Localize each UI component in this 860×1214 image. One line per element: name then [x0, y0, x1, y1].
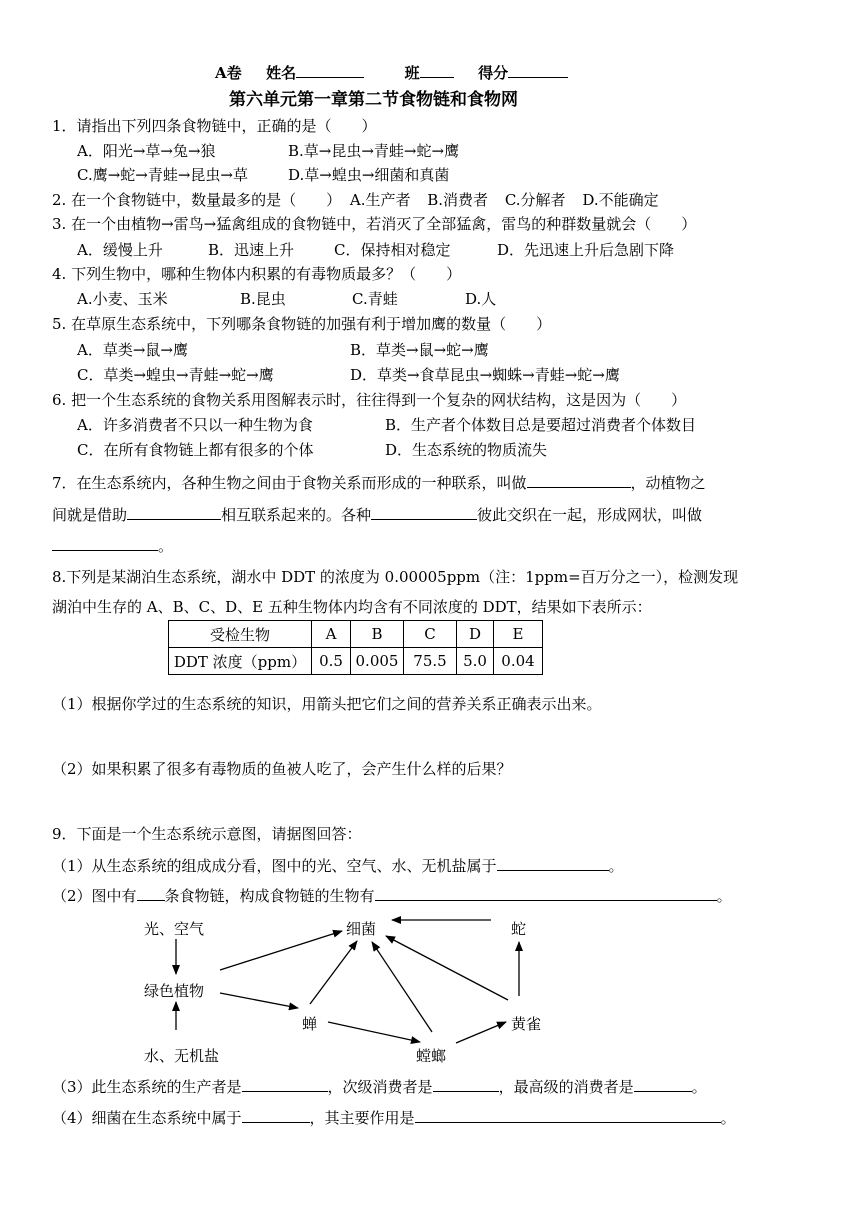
node-green-plant: 绿色植物 [144, 982, 205, 1000]
q9-sub3-blank1[interactable] [242, 1076, 328, 1092]
q1-option-b: B.草→昆虫→青蛙→蛇→鹰 [288, 142, 460, 160]
q7-text1: 7．在生态系统内，各种生物之间由于食物关系而形成的一种联系，叫做 [52, 474, 527, 492]
table-cell: 0.005 [351, 648, 404, 675]
q9-sub3b: ，次级消费者是 [327, 1078, 433, 1096]
table-cell: E [494, 621, 543, 648]
arrow-plant-to-cicada [220, 993, 298, 1008]
q5-stem: 5. 在草原生态系统中，下列哪条食物链的加强有利于增加鹰的数量（ ） [52, 315, 552, 333]
q7-text3: 间就是借助 [52, 506, 128, 524]
q9-sub3-end: 。 [691, 1078, 707, 1096]
q3-stem: 3. 在一个由植物→雷鸟→猛禽组成的食物链中，若消灭了全部猛禽，雷鸟的种群数量就会（ ） [52, 215, 697, 233]
q5-option-a: A．草类→鼠→鹰 [77, 341, 188, 359]
q9-sub2-end: 。 [716, 887, 732, 905]
q7-text6: 。 [158, 537, 174, 555]
paper-label: A卷 [215, 64, 242, 82]
arrow-plant-to-bacteria [220, 931, 342, 970]
q3-option-c: C．保持相对稳定 [334, 241, 451, 259]
q3-option-a: A．缓慢上升 [77, 241, 163, 259]
q3-option-d: D．先迅速上升后急剧下降 [497, 241, 675, 259]
q6-option-a: A．许多消费者不只以一种生物为食 [77, 416, 313, 434]
score-label: 得分 [478, 64, 509, 82]
node-light-air: 光、空气 [144, 920, 205, 938]
table-cell: B [351, 621, 404, 648]
q8-stem-line2: 湖泊中生存的 A、B、C、D、E 五种生物体内均含有不同浓度的 DDT，结果如下表所示： [52, 598, 652, 616]
q8-stem-line1: 8.下列是某湖泊生态系统，湖水中 DDT 的浓度为 0.00005ppm（注：1ppm=百万分之一），检测发现 [52, 568, 739, 586]
q9-sub4-blank2[interactable] [415, 1107, 721, 1123]
q3-option-b: B．迅速上升 [208, 241, 295, 259]
q4-option-c: C.青蛙 [352, 290, 398, 308]
q2-stem: 2. 在一个食物链中，数量最多的是（ ） [52, 191, 342, 209]
q7-text2: ，动植物之 [630, 474, 706, 492]
table-cell: D [457, 621, 494, 648]
q8-sub2: （2）如果积累了很多有毒物质的鱼被人吃了，会产生什么样的后果？ [52, 760, 512, 778]
q6-stem: 6. 把一个生态系统的食物关系用图解表示时，往往得到一个复杂的网状结构，这是因为（ ） [52, 391, 687, 409]
q2-option-c: C.分解者 [504, 191, 566, 209]
q4-option-a: A.小麦、玉米 [77, 290, 168, 308]
q9-sub3-blank2[interactable] [433, 1076, 499, 1092]
q9-sub2b: 条食物链，构成食物链的生物有 [164, 887, 375, 905]
table-cell: A [312, 621, 351, 648]
arrow-cicada-to-bacteria [310, 941, 357, 1004]
table-cell: 75.5 [404, 648, 457, 675]
q6-option-c: C．在所有食物链上都有很多的个体 [77, 441, 314, 459]
q5-option-b: B．草类→鼠→蛇→鹰 [350, 341, 489, 359]
q9-sub3-line [52, 1076, 707, 1097]
q1-option-c: C.鹰→蛇→青蛙→昆虫→草 [77, 166, 248, 184]
q2-option-b: B.消费者 [427, 191, 489, 209]
q4-stem: 4. 下列生物中，哪种生物体内积累的有毒物质最多？（ ） [52, 265, 462, 283]
q9-sub2a: （2）图中有 [52, 887, 137, 905]
q9-sub4-blank1[interactable] [242, 1107, 310, 1123]
q1-option-a: A．阳光→草→兔→狼 [77, 142, 216, 160]
table-cell: 5.0 [457, 648, 494, 675]
q9-sub3c: ，最高级的消费者是 [498, 1078, 634, 1096]
q2-option-a: A.生产者 [349, 191, 411, 209]
q4-option-b: B.昆虫 [240, 290, 286, 308]
page-title: 第六单元第一章第二节食物链和食物网 [229, 90, 518, 110]
arrow-cicada-to-mantis [328, 1022, 420, 1042]
q9-sub1: （1）从生态系统的组成成分看，图中的光、空气、水、无机盐属于 [52, 857, 497, 875]
node-cicada: 蝉 [302, 1015, 318, 1033]
table-head-label: 受检生物 [169, 621, 312, 648]
q1-option-d: D.草→蝗虫→细菌和真菌 [288, 166, 450, 184]
node-bacteria: 细菌 [346, 920, 377, 938]
q9-sub3-blank3[interactable] [634, 1076, 692, 1092]
q9-sub3a: （3）此生态系统的生产者是 [52, 1078, 242, 1096]
q2-option-d: D.不能确定 [582, 191, 659, 209]
node-oriole: 黄雀 [511, 1015, 542, 1033]
name-label: 姓名 [266, 64, 297, 82]
q9-sub4b: ，其主要作用是 [309, 1109, 415, 1127]
node-mantis: 螳螂 [416, 1047, 447, 1065]
q1-stem: 1．请指出下列四条食物链中，正确的是（ ） [52, 117, 377, 135]
q7-text5: 彼此交织在一起，形成网状，叫做 [477, 506, 703, 524]
q7-text4: 相互联系起来的。各种 [221, 506, 372, 524]
q9-stem: 9．下面是一个生态系统示意图，请据图回答： [52, 825, 362, 843]
node-water-salt: 水、无机盐 [144, 1047, 220, 1065]
table-row-label: DDT 浓度（ppm） [169, 648, 312, 675]
table-cell: 0.5 [312, 648, 351, 675]
q9-sub4a: （4）细菌在生态系统中属于 [52, 1109, 242, 1127]
q9-sub1-end: 。 [608, 857, 624, 875]
node-snake: 蛇 [511, 920, 527, 938]
q4-option-d: D.人 [465, 290, 497, 308]
q6-option-b: B．生产者个体数目总是要超过消费者个体数目 [385, 416, 697, 434]
q9-sub4-line [52, 1107, 736, 1128]
q5-option-d: D．草类→食草昆虫→蜘蛛→青蛙→蛇→鹰 [350, 366, 620, 384]
q6-option-d: D．生态系统的物质流失 [385, 441, 548, 459]
table-cell: C [404, 621, 457, 648]
arrow-mantis-to-oriole [456, 1022, 506, 1043]
q5-option-c: C．草类→蝗虫→青蛙→蛇→鹰 [77, 366, 274, 384]
class-label: 班 [404, 64, 420, 82]
q9-sub4-end: 。 [720, 1109, 736, 1127]
table-cell: 0.04 [494, 648, 543, 675]
q8-sub1: （1）根据你学过的生态系统的知识，用箭头把它们之间的营养关系正确表示出来。 [52, 695, 602, 713]
